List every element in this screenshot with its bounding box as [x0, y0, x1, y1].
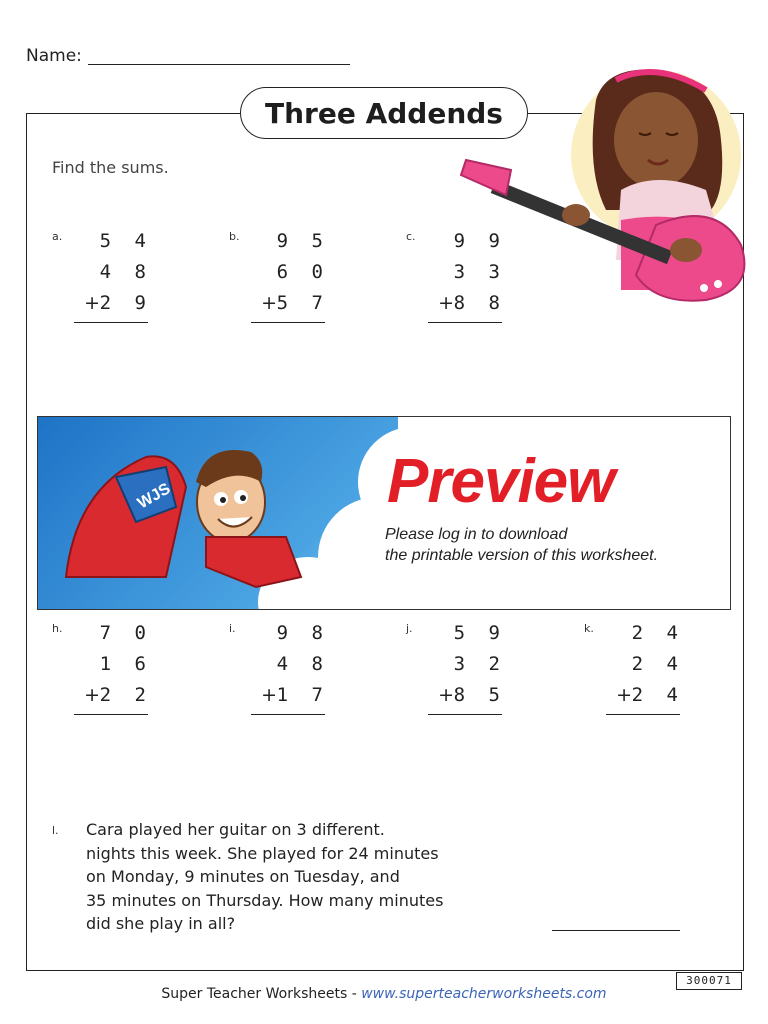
addend-1: 9 8	[276, 622, 329, 644]
addend-1: 9 9	[453, 230, 506, 252]
addend-3: 5 7	[276, 292, 329, 314]
plus-sign: +	[438, 684, 454, 706]
problem-a	[52, 230, 182, 330]
badge-text: WJS	[134, 480, 174, 513]
problem-letter: c.	[406, 230, 416, 243]
plus-sign: +	[261, 684, 277, 706]
sum-line[interactable]	[606, 714, 680, 715]
sum-line[interactable]	[74, 322, 148, 323]
word-problem-line: 35 minutes on Thursday. How many minutes	[86, 890, 444, 910]
addend-3: 2 9	[99, 292, 152, 314]
addend-3: 1 7	[276, 684, 329, 706]
footer-site: Super Teacher Worksheets -	[161, 986, 362, 1002]
word-problem-line: on Monday, 9 minutes on Tuesday, and	[86, 867, 400, 886]
sum-line[interactable]	[428, 322, 502, 323]
plus-sign: +	[438, 292, 454, 314]
worksheet-code: 300071	[676, 972, 742, 990]
addend-3: 2 4	[631, 684, 684, 706]
addend-2: 1 6	[99, 653, 152, 675]
footer-url[interactable]: www.superteacherworksheets.com	[361, 986, 607, 1002]
name-line[interactable]	[88, 64, 350, 65]
problem-h	[52, 622, 182, 722]
footer	[0, 986, 768, 1002]
plus-sign: +	[261, 292, 277, 314]
addend-2: 3 2	[453, 653, 506, 675]
word-problem-line: Cara played her guitar on 3 different.	[86, 820, 385, 839]
preview-banner	[37, 416, 731, 610]
page-title: Three Addends	[240, 87, 528, 139]
addend-3: 8 8	[453, 292, 506, 314]
problem-letter: a.	[52, 230, 63, 243]
addend-2: 4 8	[276, 653, 329, 675]
superhero-mascot	[56, 427, 316, 597]
word-problem-letter: l.	[52, 824, 59, 837]
addend-1: 5 4	[99, 230, 152, 252]
word-problem	[86, 818, 486, 936]
problem-b	[229, 230, 359, 330]
problem-k	[584, 622, 714, 722]
answer-line[interactable]	[552, 930, 680, 931]
addend-2: 3 3	[453, 261, 506, 283]
problem-letter: h.	[52, 622, 63, 635]
sum-line[interactable]	[251, 714, 325, 715]
plus-sign: +	[616, 684, 632, 706]
problem-c	[406, 230, 536, 330]
problem-j	[406, 622, 536, 722]
problem-letter: j.	[406, 622, 413, 635]
problem-letter: i.	[229, 622, 236, 635]
sum-line[interactable]	[251, 322, 325, 323]
problem-letter: k.	[584, 622, 594, 635]
addend-1: 7 0	[99, 622, 152, 644]
problem-letter: b.	[229, 230, 240, 243]
addend-3: 8 5	[453, 684, 506, 706]
word-problem-line: did she play in all?	[86, 914, 236, 933]
addend-2: 4 8	[99, 261, 152, 283]
name-label: Name:	[26, 46, 82, 66]
addend-1: 9 5	[276, 230, 329, 252]
addend-2: 6 0	[276, 261, 329, 283]
sum-line[interactable]	[428, 714, 502, 715]
instructions: Find the sums.	[52, 158, 169, 177]
addend-3: 2 2	[99, 684, 152, 706]
word-problem-line: nights this week. She played for 24 minutes	[86, 843, 439, 863]
addend-1: 5 9	[453, 622, 506, 644]
plus-sign: +	[84, 292, 100, 314]
preview-line-2: the printable version of this worksheet.	[385, 547, 659, 564]
preview-title: Preview	[387, 447, 615, 516]
addend-2: 2 4	[631, 653, 684, 675]
sum-line[interactable]	[74, 714, 148, 715]
addend-1: 2 4	[631, 622, 684, 644]
preview-line-1: Please log in to download	[385, 526, 568, 543]
problem-i	[229, 622, 359, 722]
plus-sign: +	[84, 684, 100, 706]
